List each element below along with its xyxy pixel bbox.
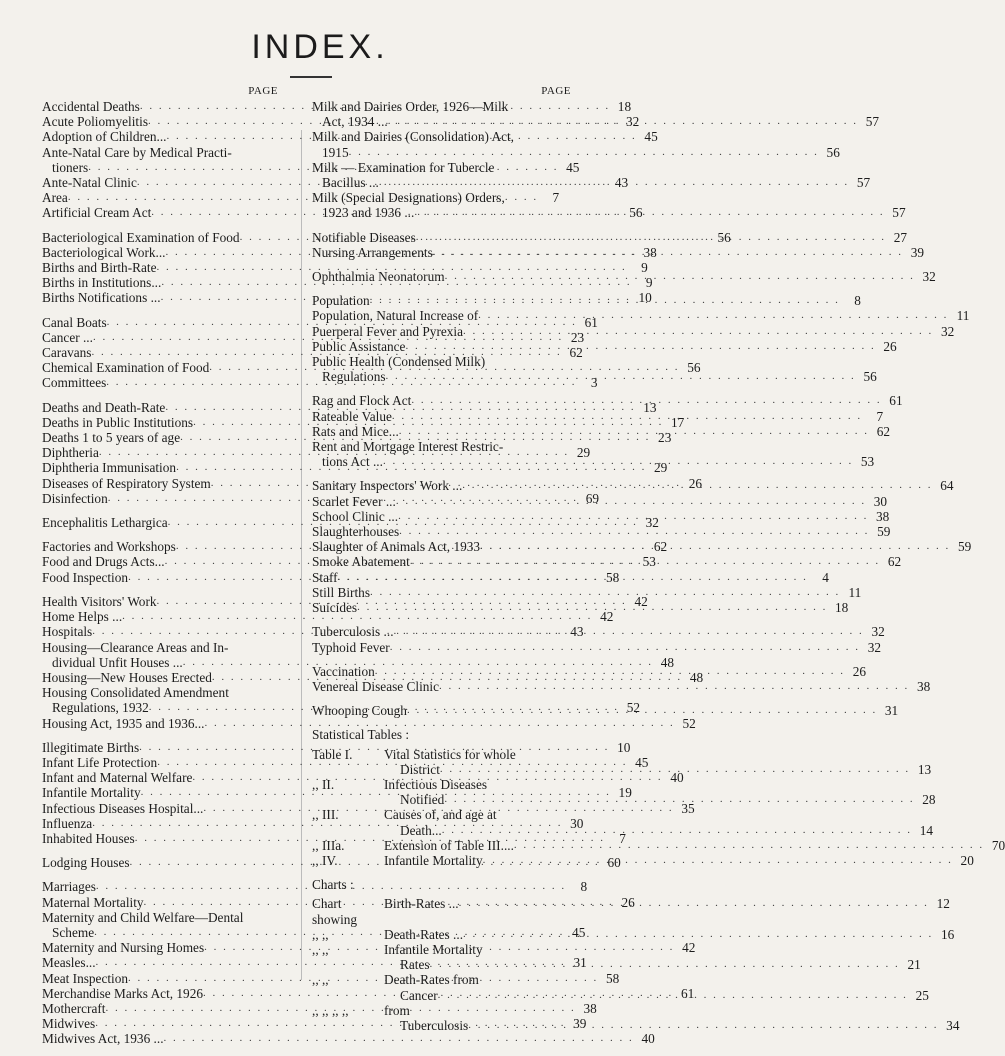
leader-dots — [480, 539, 950, 554]
page-number: 8 — [854, 293, 861, 309]
entry-label: Suicides — [312, 600, 358, 616]
entry-label: Bacteriological Work... — [42, 244, 166, 260]
statistical-table-number: ,, II. — [312, 776, 335, 792]
page-number: 7 — [619, 830, 626, 846]
page-number: 62 — [876, 423, 891, 439]
entry-label: Births in Institutions... — [42, 275, 162, 291]
page-number: 9 — [645, 275, 653, 291]
index-entry — [312, 639, 881, 655]
index-entry — [312, 99, 571, 114]
leader-dots — [483, 853, 953, 871]
page-number: 45 — [644, 129, 658, 145]
entry-label: Venereal Disease Clinic — [312, 678, 440, 694]
leader-dots — [398, 509, 868, 524]
entry-label: Area — [42, 190, 68, 206]
index-entry — [42, 715, 696, 731]
leader-dots — [468, 1018, 938, 1033]
page-number: 70 — [991, 837, 1005, 853]
page-number: 11 — [848, 584, 862, 600]
leader-dots — [444, 792, 914, 807]
page-number: 12 — [936, 896, 950, 912]
page-number: 38 — [916, 678, 931, 694]
statistical-table-number: Table I. — [312, 746, 353, 762]
page-number: 45 — [635, 754, 649, 770]
page-number: 42 — [600, 609, 614, 625]
index-entry — [312, 584, 862, 600]
index-entry — [42, 685, 278, 700]
entry-label: Housing Consolidated Amendment — [42, 685, 229, 701]
page-number: 42 — [634, 593, 648, 609]
entry-label: Ophthalmia Neonatorum — [312, 269, 445, 285]
entry-label: Canal Boats — [42, 314, 107, 330]
entry-label: Maternity and Child Welfare—Dental — [42, 909, 244, 925]
leader-dots — [440, 762, 910, 777]
entry-label: Rent and Mortgage Interest Restric- — [312, 439, 504, 455]
page-number: 19 — [618, 785, 632, 801]
statistical-table-heading: Statistical Tables : — [312, 727, 410, 743]
entry-label: Puerperal Fever and Pyrexia — [312, 323, 464, 339]
page-number: 8 — [580, 879, 588, 895]
statistical-table-title-line: Notified — [400, 792, 445, 808]
statistical-table-number: ,, IIIa. — [312, 837, 345, 853]
entry-label: Health Visitors' Work — [42, 593, 157, 609]
page-number: 62 — [569, 345, 583, 361]
chart-number: ,, ,, — [312, 926, 329, 942]
page-number: 53 — [642, 554, 656, 570]
chart-number: ,, ,, — [312, 972, 329, 988]
page-number: 9 — [641, 260, 648, 276]
leader-dots — [414, 205, 884, 220]
leader-dots — [396, 494, 866, 509]
index-letter-group — [312, 269, 936, 285]
chart-title-line: Death-Rates ... — [384, 926, 464, 942]
page-number: 56 — [717, 229, 731, 245]
entry-label: Typhoid Fever — [312, 639, 390, 655]
entry-label: tions Act ... — [322, 454, 383, 470]
title-underline — [290, 76, 332, 78]
leader-dots — [463, 924, 933, 942]
entry-label: Regulations — [322, 369, 386, 385]
page-number: 48 — [689, 669, 704, 685]
entry-label: Slaughterhouses — [312, 524, 400, 540]
statistical-table-title-line: Death... — [400, 822, 442, 838]
leader-dots — [379, 175, 849, 190]
entry-label: Merchandise Marks Act, 1926 — [42, 985, 204, 1001]
page-number: 52 — [682, 715, 696, 731]
entry-label: Housing—New Houses Erected — [42, 669, 212, 685]
page-number: 11 — [956, 308, 970, 324]
page-number: 56 — [863, 369, 877, 385]
chart-title-line: Infantile Mortality — [384, 941, 483, 957]
page-number: 64 — [940, 478, 954, 494]
page-number: 7 — [552, 190, 560, 206]
entry-label: Midwives — [42, 1016, 96, 1032]
page-number: 26 — [621, 894, 635, 910]
entry-label: Diphtheria Immunisation — [42, 460, 177, 476]
entry-label: Midwives Act, 1936 ... — [42, 1031, 164, 1047]
page-number: 13 — [643, 399, 657, 415]
entry-label: Home Helps ... — [42, 609, 123, 625]
leader-dots — [375, 664, 845, 679]
page-number: 7 — [876, 408, 884, 424]
chart-number: ,, ,, ,, ,, — [312, 1002, 349, 1018]
entry-label: Measles... — [42, 955, 96, 971]
page-number: 23 — [658, 430, 672, 446]
page-number: 42 — [682, 940, 696, 956]
page-number: 27 — [893, 229, 908, 245]
page-number: 29 — [654, 460, 668, 476]
entry-label: Staff — [312, 569, 338, 585]
entry-label: Caravans — [42, 345, 92, 361]
page-number: 61 — [680, 985, 695, 1001]
entry-label: Births Notifications ... — [42, 290, 161, 306]
leader-dots — [394, 624, 864, 639]
entry-label: Population — [312, 293, 370, 309]
page-number: 32 — [645, 515, 659, 531]
leader-dots — [370, 293, 840, 308]
entry-label: Encephalitis Lethargica — [42, 515, 168, 531]
page-number: 25 — [915, 987, 929, 1003]
entry-label: Disinfection — [42, 490, 108, 506]
entry-label: Infantile Mortality — [42, 785, 141, 801]
entry-label: Regulations, 1932 — [52, 700, 149, 716]
page-number: 4 — [822, 569, 829, 585]
page-number: 61 — [889, 393, 903, 409]
entry-label: Scarlet Fever ... — [312, 493, 396, 509]
entry-label: Meat Inspection — [42, 970, 129, 986]
index-entry — [312, 354, 571, 369]
leader-dots — [478, 308, 948, 323]
entry-label: Still Births — [312, 584, 371, 600]
index-entry — [312, 269, 936, 285]
statistical-table-item — [312, 837, 1005, 853]
entry-label: Slaughter of Animals Act, 1933 — [312, 539, 481, 555]
leader-dots — [459, 896, 929, 911]
leader-dots — [411, 393, 881, 408]
entry-label: Adoption of Children... — [42, 129, 167, 145]
leader-dots — [407, 703, 877, 718]
page-number: 17 — [671, 414, 685, 430]
entry-label: Births and Birth-Rate — [42, 260, 157, 276]
entry-label: Sanitary Inspectors' Work ... — [312, 478, 463, 494]
index-entry — [312, 678, 931, 694]
entry-label: Milk — Examination for Tubercle — [312, 159, 495, 175]
entry-label: Milk (Special Designations) Orders, — [312, 190, 505, 206]
leader-dots — [370, 585, 840, 600]
page-number: 56 — [629, 205, 643, 221]
entry-label: Diseases of Respiratory System — [42, 475, 211, 491]
index-entry — [42, 910, 278, 925]
index-entry — [42, 1031, 655, 1047]
entry-label: Cancer ... — [42, 329, 93, 345]
page-number: 59 — [958, 539, 972, 555]
statistical-table-title-line: Infantile Mortality — [384, 852, 483, 868]
page-number: 32 — [940, 323, 955, 339]
entry-label: Accidental Deaths — [42, 99, 140, 114]
page-number: 16 — [940, 926, 955, 942]
entry-label: Acute Poliomyelitis — [42, 114, 148, 130]
page-number: 13 — [917, 761, 932, 777]
leader-dots — [439, 679, 909, 694]
page-number: 26 — [883, 338, 897, 354]
page-number: 43 — [614, 175, 629, 191]
entry-label: 1915 — [322, 144, 349, 160]
index-entry — [42, 609, 614, 625]
page-number: 57 — [865, 114, 879, 130]
entry-label: Ante-Natal Care by Medical Practi- — [42, 144, 232, 160]
entry-label: Ante-Natal Clinic — [42, 175, 137, 191]
leader-dots — [430, 957, 900, 972]
page-number: 48 — [660, 654, 674, 670]
entry-label: Food Inspection — [42, 569, 129, 585]
statistical-table-title-line: Vital Statistics for whole — [384, 746, 516, 762]
page-number: 23 — [570, 329, 585, 345]
chart-title-line: Death-Rates from — [384, 972, 479, 988]
entry-label: Food and Drugs Acts... — [42, 554, 165, 570]
chart-number: Chart showing — [312, 896, 358, 927]
page-number: 59 — [877, 524, 891, 540]
entry-label: Act, 1934 ... — [322, 114, 388, 130]
entry-label: Hospitals — [42, 624, 93, 640]
leader-dots — [357, 600, 827, 615]
leader-dots — [438, 985, 908, 1003]
page-number: 38 — [643, 244, 657, 260]
entry-label: Mothercraft — [42, 1000, 106, 1016]
chart-title-line: Birth-Rates ... — [384, 896, 459, 912]
page-number: 31 — [884, 703, 899, 719]
leader-dots — [442, 823, 912, 838]
leader-dots — [416, 230, 886, 245]
page-number: 14 — [919, 822, 933, 838]
entry-label: Infant Life Protection — [42, 754, 158, 770]
entry-label: tioners — [52, 159, 89, 175]
page-number: 26 — [688, 475, 703, 491]
leader-dots — [462, 475, 932, 493]
statistical-table-number: ,, III. — [312, 807, 339, 823]
page-number: 26 — [852, 663, 867, 679]
entry-label: Committees — [42, 375, 107, 391]
index-entry — [312, 160, 571, 175]
leader-dots — [433, 245, 903, 260]
page-number: 28 — [922, 792, 936, 808]
index-entry — [312, 439, 571, 454]
index-entry — [312, 190, 571, 205]
entry-label: Bacteriological Examination of Food — [42, 229, 240, 245]
entry-label: Maternal Mortality — [42, 894, 144, 910]
page-number: 10 — [617, 739, 631, 755]
leader-dots — [383, 454, 853, 469]
entry-label: Chemical Examination of Food — [42, 360, 210, 376]
page-number: 29 — [576, 445, 591, 461]
chart-title-line: from — [384, 1002, 410, 1018]
leader-dots — [390, 640, 860, 655]
entry-label: Lodging Houses — [42, 855, 130, 871]
entry-label: Maternity and Nursing Homes — [42, 940, 205, 956]
entry-label: Illegitimate Births — [42, 739, 140, 755]
entry-label: Rats and Mice... — [312, 423, 399, 439]
entry-label: Housing Act, 1935 and 1936... — [42, 715, 205, 731]
leader-dots — [338, 570, 808, 585]
index-entry — [42, 145, 278, 160]
page-title: INDEX. — [251, 28, 389, 66]
leader-dots — [405, 339, 875, 354]
page-number: 31 — [573, 955, 587, 971]
page-number: 3 — [590, 375, 598, 391]
statistical-table-number: ,, IV. — [312, 852, 338, 868]
entry-label: Artificial Cream Act — [42, 205, 152, 221]
index-entry — [312, 369, 877, 385]
entry-label: Deaths 1 to 5 years of age — [42, 430, 181, 446]
leader-dots — [514, 838, 984, 853]
page-number: 34 — [946, 1017, 960, 1033]
page-number: 45 — [572, 924, 586, 940]
leader-dots — [399, 524, 869, 539]
page-column-label: PAGE — [541, 85, 571, 97]
leader-dots — [410, 554, 880, 569]
chart-heading: Charts : — [312, 877, 354, 893]
statistical-table-title-line: Infectious Diseases — [384, 776, 488, 792]
leader-dots — [386, 369, 856, 384]
page-number: 40 — [641, 1031, 655, 1047]
page-number: 38 — [583, 1000, 597, 1016]
statistical-table-title-line: District — [400, 761, 440, 777]
leader-dots — [388, 114, 858, 129]
page-column-label: PAGE — [248, 85, 278, 97]
entry-label: Infectious Diseases Hospital... — [42, 800, 204, 816]
page-number: 35 — [681, 800, 695, 816]
leader-dots — [349, 145, 819, 160]
entry-label: 1923 and 1936 ... — [322, 205, 415, 221]
entry-label: Infant and Maternal Welfare — [42, 770, 193, 786]
entry-label: Notifiable Diseases — [312, 229, 416, 245]
chart-number: ,, ,, — [312, 941, 329, 957]
entry-label: Deaths in Public Institutions — [42, 414, 194, 430]
statistical-table-title-line: Causes of, and age at — [384, 807, 497, 823]
entry-label: School Clinic ... — [312, 508, 399, 524]
leader-dots — [399, 424, 869, 439]
index-entry — [42, 260, 648, 276]
entry-label: Vaccination — [312, 663, 375, 679]
page-number: 20 — [960, 852, 974, 868]
entry-label: Whooping Cough — [312, 703, 407, 719]
page-number: 62 — [887, 554, 902, 570]
page-number: 32 — [871, 624, 885, 640]
chart-title-line: Cancer — [400, 987, 438, 1003]
page-number: 38 — [876, 508, 890, 524]
entry-label: Population, Natural Increase of — [312, 308, 479, 324]
page-number: 18 — [617, 99, 632, 114]
page-number: 39 — [573, 1016, 587, 1032]
entry-label: Public Health (Condensed Milk) — [312, 354, 486, 370]
chart-title-line: Tuberculosis — [400, 1017, 469, 1033]
page-number: 32 — [867, 639, 881, 655]
entry-label: Rag and Flock Act — [312, 393, 412, 409]
page-number: 53 — [860, 454, 875, 470]
entry-label: Smoke Abatement — [312, 554, 410, 570]
index-entry — [42, 654, 674, 670]
page-number: 61 — [584, 314, 598, 330]
page-number: 43 — [570, 624, 584, 640]
entry-label: Milk and Dairies (Consolidation) Act, — [312, 129, 515, 145]
page-number: 40 — [670, 770, 684, 786]
entry-label: Nursing Arrangements — [312, 244, 433, 260]
page-number: 39 — [910, 244, 925, 260]
leader-dots — [392, 409, 862, 424]
entry-label: Diphtheria — [42, 445, 99, 461]
entry-label: Inhabited Houses — [42, 830, 135, 846]
page-number: 60 — [607, 855, 621, 871]
entry-label: Housing—Clearance Areas and In- — [42, 639, 229, 655]
page-number: 52 — [626, 700, 641, 716]
index-entry — [42, 640, 278, 655]
page-number: 32 — [625, 114, 640, 130]
page-number: 18 — [835, 600, 849, 616]
entry-label: Public Assistance — [312, 338, 406, 354]
entry-label: Factories and Workshops — [42, 539, 176, 555]
entry-label: Influenza — [42, 815, 93, 831]
chart-title-line: Rates — [400, 957, 430, 973]
entry-label: Milk and Dairies Order, 1926—Milk — [312, 99, 509, 114]
index-entry — [312, 144, 840, 160]
page-number: 56 — [687, 360, 701, 376]
entry-label: Bacillus ... — [322, 175, 379, 191]
page-number: 58 — [606, 569, 620, 585]
index-entry — [312, 129, 571, 144]
page-number: 57 — [856, 175, 871, 191]
page-number: 56 — [826, 144, 840, 160]
index-entry — [312, 524, 891, 540]
leader-dots — [445, 269, 915, 284]
entry-label: Rateable Value — [312, 408, 392, 424]
entry-label: dividual Unfit Houses ... — [52, 654, 183, 670]
page-number: 58 — [606, 970, 620, 986]
page-number: 32 — [922, 269, 936, 285]
entry-label: Tuberculosis ... — [312, 624, 394, 640]
entry-label: Scheme — [52, 924, 95, 940]
page-number: 57 — [892, 205, 906, 221]
page-number: 62 — [653, 539, 668, 555]
leader-dots — [463, 324, 933, 339]
entry-label: Deaths and Death-Rate — [42, 399, 166, 415]
statistical-table-title-line: Extension of Table III.... — [384, 837, 514, 853]
page-number: 69 — [585, 490, 599, 506]
page-number: 30 — [570, 815, 584, 831]
page-number: 10 — [638, 290, 652, 306]
entry-label: Marriages — [42, 879, 96, 895]
page-number: 45 — [566, 159, 580, 175]
page-number: 21 — [907, 957, 921, 973]
page-number: 30 — [873, 493, 888, 509]
